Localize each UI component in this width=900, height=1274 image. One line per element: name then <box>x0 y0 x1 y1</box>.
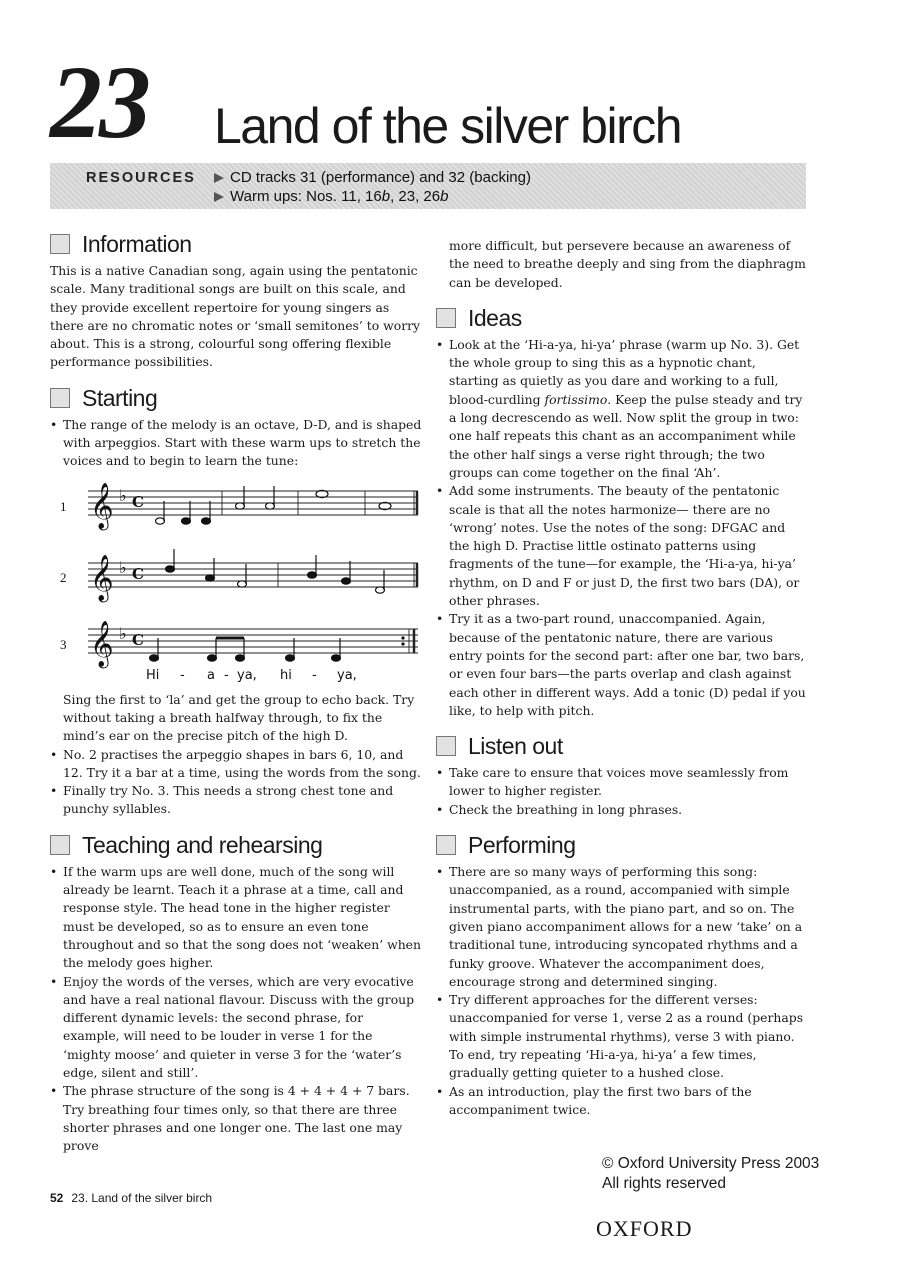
listen-heading: Listen out <box>436 732 808 760</box>
starting-list <box>50 416 422 471</box>
publisher-logo: OXFORD <box>596 1216 693 1241</box>
list-item: • The phrase structure of the song is 4 + 4 + 4 + 7 bars. Try breathing four times only, so that there are three shorter phrases and one longer one. The last one may prove <box>50 1083 410 1154</box>
starting-list-2 <box>50 746 422 819</box>
teaching-continued: more difficult, but persevere because an awareness of the need to breathe deeply and sing from the diaphragm can be developed. <box>449 238 806 290</box>
copyright-line: © Oxford University Press 2003 <box>602 1155 820 1172</box>
flat-icon: ♭ <box>119 623 127 643</box>
resources-warmups: Warm ups: Nos. 11, 16b, 23, 26b <box>214 188 448 205</box>
list-item: • Check the breathing in long phrases. <box>436 801 683 817</box>
section-box-icon <box>436 736 456 756</box>
page-footer <box>50 1191 212 1205</box>
time-signature-icon: C <box>132 564 144 583</box>
lyric-syllable: hi <box>280 667 292 683</box>
rights-line: All rights reserved <box>602 1175 727 1192</box>
right-column <box>436 237 808 1119</box>
section-box-icon <box>50 234 70 254</box>
list-item: • There are so many ways of performing this song: unaccompanied, as a round, accompanied with simple instrumental parts, with the piano part, and so on. The given piano accompaniment allows for a new ‘take’ on a traditional tune, introducing syncopated rhythms and a funky groove. Whatever the accompaniment does, encourage strong and determined singing. <box>436 864 803 989</box>
left-column <box>50 218 422 1156</box>
list-item: • Try it as a two-part round, unaccompanied. Again, because of the pentatonic nature, there are various entry points for the second part: after one bar, two bars, or even four bars—the parts overlap and clash against each other in different ways. Add a tonic (D) pedal if you like, to help with pitch. <box>436 611 806 718</box>
resources-label: RESOURCES <box>86 170 196 186</box>
list-item: • If the warm ups are well done, much of the song will already be learnt. Teach it a phrase at a time, call and response style. The head tone in the higher register must be developed, so as to ensure an even tone throughout and so that the song does not ‘weaken’ when the melody goes higher. <box>50 863 421 971</box>
section-box-icon <box>50 388 70 408</box>
ideas-list <box>436 336 808 720</box>
performing-list <box>436 863 808 1119</box>
list-item: • Enjoy the words of the verses, which are very evocative and have a real national flavour. Discuss with the group different dynamic levels: the second phrase, for example, will need to be louder in verse 1 for the ‘mighty moose’ and quieter in verse 3 for the ‘water’s edge, silent and still’. <box>50 973 415 1081</box>
teaching-heading: Teaching and rehearsing <box>50 831 422 859</box>
time-signature-icon: C <box>132 630 144 649</box>
lyric-hyphen: - <box>180 667 185 683</box>
lyric-syllable: ya, <box>337 667 357 683</box>
copyright-notice <box>602 1154 819 1194</box>
information-heading: Information <box>50 230 422 258</box>
triangle-bullet-icon <box>214 192 224 202</box>
list-item: • Try different approaches for the different verses: unaccompanied for verse 1, verse 2 as a round (perhaps with simple instrumental rhythms), verse 3 with piano. To end, try repeating ‘Hi-a-ya, hi-ya’ a few times, gradually getting quieter to a hushed close. <box>436 992 804 1081</box>
section-box-icon <box>436 308 456 328</box>
list-item: • Finally try No. 3. This needs a strong chest tone and punchy syllables. <box>50 783 394 817</box>
section-box-icon <box>50 835 70 855</box>
chapter-number: 23 <box>50 45 148 160</box>
treble-clef-icon: 𝄞 <box>90 482 114 529</box>
lyric-syllable: ya, <box>237 667 257 683</box>
staff-number-2: 2 <box>60 569 67 585</box>
running-title: 23. Land of the silver birch <box>71 1191 213 1205</box>
staff-number-3: 3 <box>60 636 67 652</box>
flat-icon: ♭ <box>119 485 127 505</box>
lyrics <box>146 668 357 683</box>
list-item: • Take care to ensure that voices move seamlessly from lower to higher register. <box>436 765 789 799</box>
listen-list <box>436 764 808 819</box>
staff-1-notes <box>156 486 392 524</box>
chapter-title: Land of the silver birch <box>214 98 682 154</box>
list-item: • No. 2 practises the arpeggio shapes in bars 6, 10, and 12. Try it a bar at a time, using the words from the song. <box>50 746 421 780</box>
staff-3-notes <box>150 638 341 661</box>
staff-number-1: 1 <box>60 498 67 514</box>
triangle-bullet-icon <box>214 173 224 183</box>
treble-clef-icon: 𝄞 <box>90 554 114 601</box>
page-number: 52 <box>50 1191 64 1205</box>
lyric-hyphen: - <box>312 667 317 683</box>
section-box-icon <box>436 835 456 855</box>
music-staves <box>50 477 422 685</box>
flat-icon: ♭ <box>119 557 127 577</box>
time-signature-icon: C <box>132 492 144 511</box>
starting-heading: Starting <box>50 384 422 412</box>
lyric-syllable: a <box>207 667 215 683</box>
ideas-heading: Ideas <box>436 304 808 332</box>
list-item: • As an introduction, play the first two bars of the accompaniment twice. <box>436 1083 752 1117</box>
list-item: • Add some instruments. The beauty of the pentatonic scale is that all the notes harmonize— there are no ‘wrong’ notes. Use the notes of the song: DFGAC and the high D. Practise little ostinato patterns using fragments of the tune—for example, the ‘Hi-a-ya, hi-ya’ rhythm, on D and F or just D, the first two bars (DA), or other phrases. <box>436 483 800 609</box>
treble-clef-icon: 𝄞 <box>90 620 114 667</box>
information-text: This is a native Canadian song, again using the pentatonic scale. Many traditional songs are built on this scale, and they provide excellent repertoire for young singers as there are no chromatic notes or ‘small semitones’ to worry about. This is a strong, colourful song offering flexible performance possibilities. <box>50 263 421 370</box>
lyric-syllable: Hi <box>146 667 160 683</box>
performing-heading: Performing <box>436 831 808 859</box>
lyric-hyphen: - <box>224 667 229 683</box>
resources-cd: CD tracks 31 (performance) and 32 (backing) <box>214 169 531 186</box>
starting-after-music: Sing the first to ‘la’ and get the group to echo back. Try without taking a breath halfway through, to fix the mind’s ear on the precise pitch of the high D. <box>63 691 415 744</box>
list-item: • The range of the melody is an octave, D-D, and is shaped with arpeggios. Start with these warm ups to stretch the voices and to begin to learn the tune: <box>50 416 422 469</box>
teaching-list <box>50 863 422 1156</box>
music-examples <box>50 477 422 685</box>
list-item: • Look at the ‘Hi-a-ya, hi-ya’ phrase (warm up No. 3). Get the whole group to sing this as a hypnotic chant, starting as quietly as you dare and working to a full, blood-curdling fortissimo. Keep the pulse steady and try a long decrescendo as well. Now split the group in two: one half repeats this chant as an accompaniment while the other half sings a verse right through; the two groups can come together on the final ‘Ah’. <box>436 336 803 480</box>
